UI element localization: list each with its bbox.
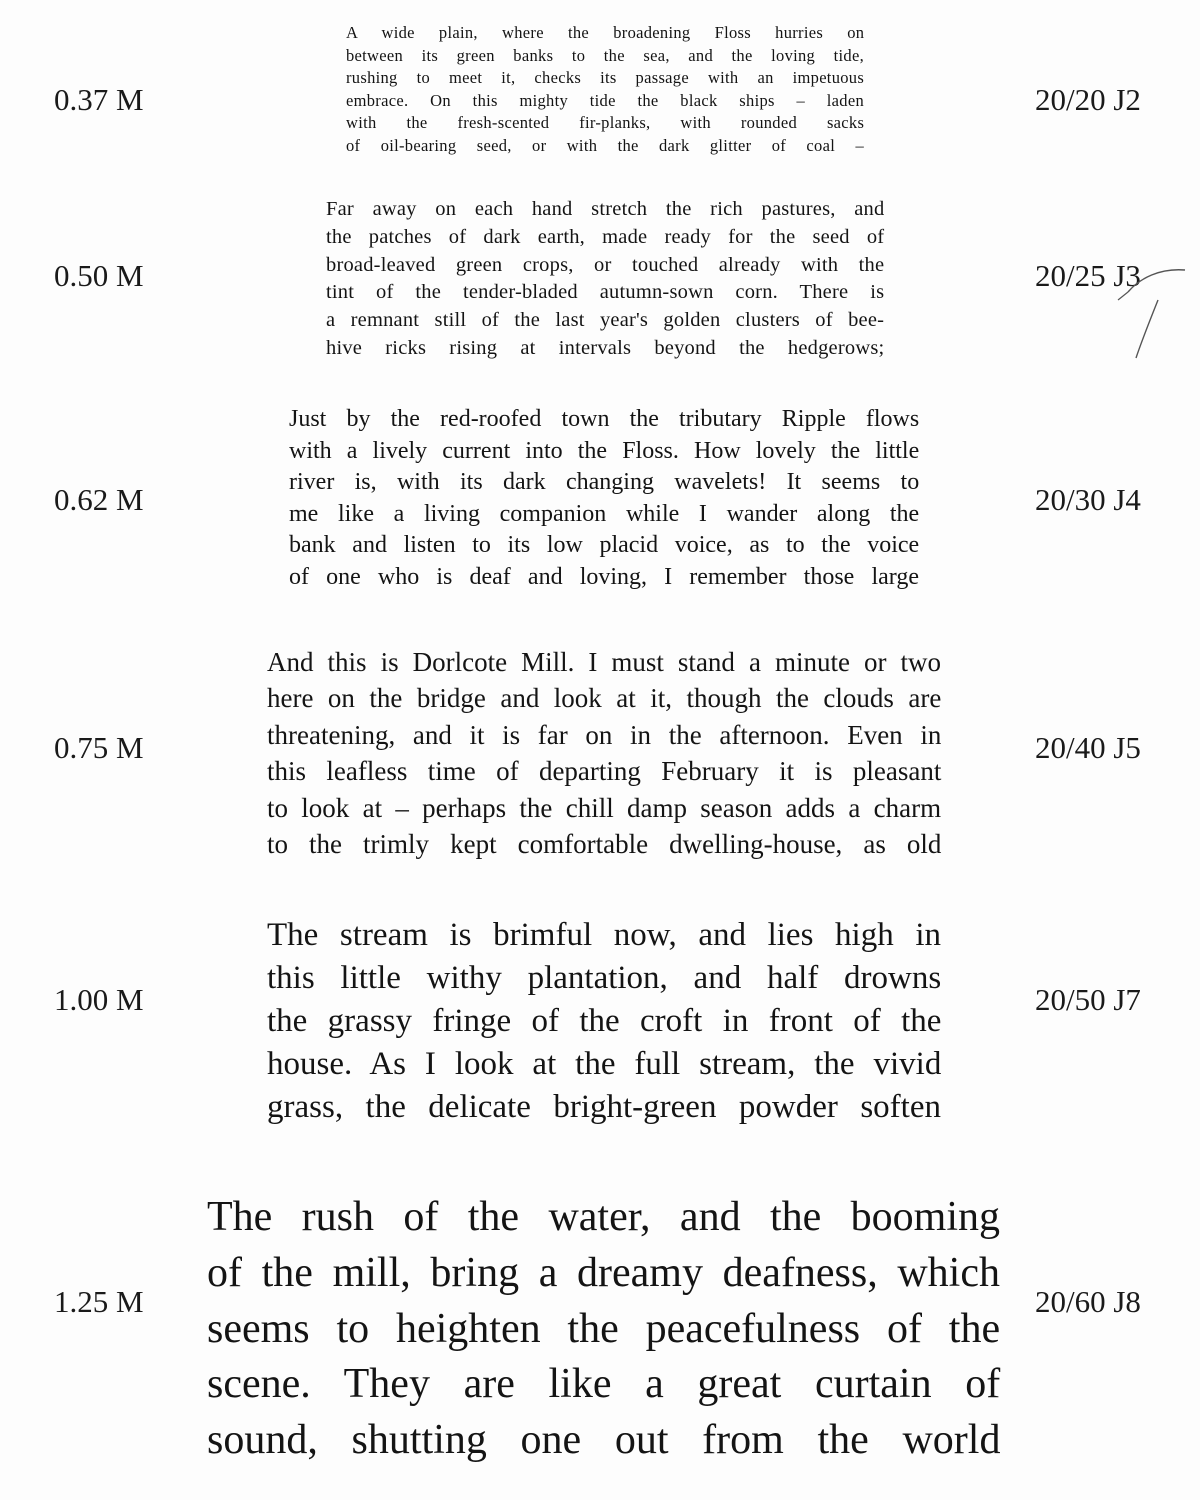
passage-line: river is, with its dark changing wavelets! It seems to [289,469,920,496]
acuity-row [0,196,1200,366]
passage-line: The stream is brimful now, and lies high in [267,917,942,953]
passage-line: The rush of the water, and the booming [207,1194,1000,1240]
passage-line: with a lively current into the Floss. How lovely the little [289,437,920,464]
reading-passage [346,22,864,157]
passage-line: Just by the red-roofed town the tributary Ripple flows [289,406,920,432]
m-size-label: 0.37 M [54,82,144,117]
acuity-row [0,914,1200,1134]
m-size-label: 0.50 M [54,258,144,293]
passage-line: And this is Dorlcote Mill. I must stand a minute or two [267,647,941,677]
reading-passage [207,1190,1000,1469]
passage-line: sound, shutting one out from the world [207,1417,1001,1464]
passage-line: between its green banks to the sea, and the loving tide, [346,45,864,65]
passage-line: to the trimly kept comfortable dwelling-house, as old [267,829,942,860]
passage-line: here on the bridge and look at it, though the clouds are [267,683,942,714]
passage-line: hive ricks rising at intervals beyond the hedgerows; [326,336,885,359]
passage-line: seems to heighten the peacefulness of the [207,1305,1001,1352]
acuity-row [0,1190,1200,1480]
m-size-label: 1.00 M [54,982,144,1017]
m-size-label: 0.62 M [54,482,144,517]
passage-line: me like a living companion while I wander along the [289,500,920,527]
passage-line: tint of the tender-bladed autumn-sown corn. There is [326,281,885,304]
passage-line: the grassy fringe of the croft in front of the [267,1003,942,1039]
passage-line: broad-leaved green crops, or touched already with the [326,253,885,276]
passage-line: this leafless time of departing February it is pleasant [267,756,942,787]
passage-line: of oil-bearing seed, or with the dark glitter of coal – [346,135,864,155]
m-size-label: 0.75 M [54,730,144,765]
reading-passage [267,914,941,1129]
passage-line: of the mill, bring a dreamy deafness, which [207,1249,1000,1296]
passage-line: the patches of dark earth, made ready for the seed of [326,225,885,248]
passage-line: Far away on each hand stretch the rich pastures, and [326,198,885,220]
passage-line: threatening, and it is far on in the afternoon. Even in [267,719,942,750]
passage-line: of one who is deaf and loving, I remember those large [289,563,919,590]
passage-line: with the fresh-scented fir-planks, with rounded sacks [346,113,865,132]
snellen-label: 20/20 J2 [1035,82,1141,117]
passage-line: rushing to meet it, checks its passage with an impetuous [346,68,865,87]
passage-line: a remnant still of the last year's golden clusters of bee- [326,309,885,332]
passage-line: this little withy plantation, and half drowns [267,960,942,996]
acuity-row [0,644,1200,869]
snellen-label: 20/50 J7 [1035,982,1141,1017]
reading-passage [267,644,941,862]
m-size-label: 1.25 M [54,1284,144,1319]
acuity-row [0,404,1200,599]
passage-line: A wide plain, where the broadening Floss hurries on [346,23,865,42]
reading-passage [289,404,919,594]
reading-passage [326,196,884,363]
snellen-label: 20/40 J5 [1035,730,1141,765]
snellen-label: 20/30 J4 [1035,482,1141,517]
passage-line: bank and listen to its low placid voice, as to the voice [289,532,920,559]
passage-line: embrace. On this mighty tide the black ships – laden [346,90,865,110]
passage-line: grass, the delicate bright-green powder soften [267,1089,941,1125]
passage-line: house. As I look at the full stream, the vivid [267,1046,942,1082]
passage-line: to look at – perhaps the chill damp season adds a charm [267,792,942,823]
passage-line: scene. They are like a great curtain of [207,1361,1001,1408]
snellen-label: 20/25 J3 [1035,258,1141,293]
snellen-label: 20/60 J8 [1035,1284,1141,1319]
acuity-row [0,22,1200,162]
